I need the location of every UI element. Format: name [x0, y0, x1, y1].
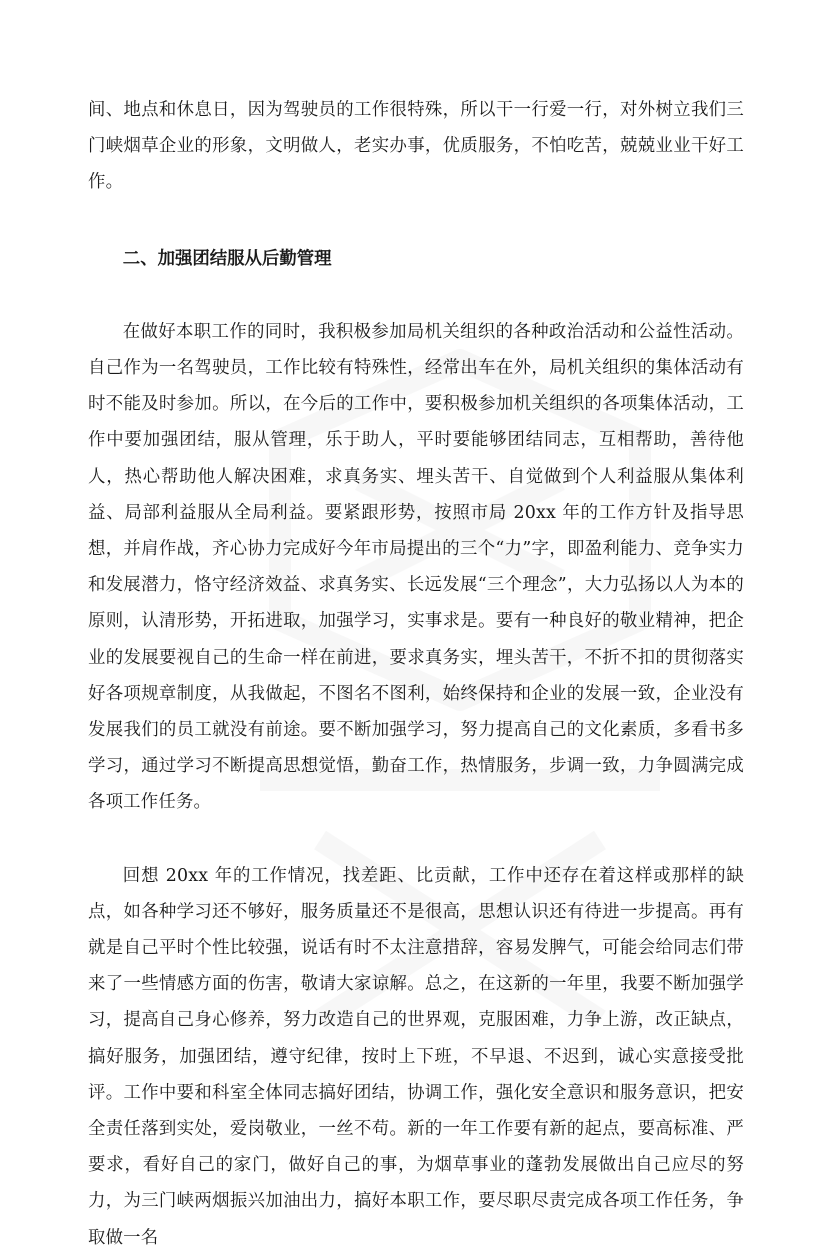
spacer [88, 277, 744, 314]
spacer [88, 821, 744, 858]
document-body [88, 92, 744, 1256]
body-paragraph-2: 回想 20xx 年的工作情况，找差距、比贡献，工作中还存在着这样或那样的缺点，如各种学习还不够好，服务质量还不是很高，思想认识还有待进一步提高。再有就是自己平时个性比较强，说话有时不太注意措辞，容易发脾气，可能会给同志们带来了一些情感方面的伤害，敬请大家谅解。总之，在这新的一年里，我要不断加强学习，提高自己身心修养，努力改造自己的世界观，克服困难，力争上游，改正缺点，搞好服务，加强团结，遵守纪律，按时上下班，不早退、不迟到，诚心实意接受批评。工作中要和科室全体同志搞好团结，协调工作，强化安全意识和服务意识，把安全责任落到实处，爱岗敬业，一丝不苟。新的一年工作要有新的起点，要高标准、严要求，看好自己的家门，做好自己的事，为烟草事业的蓬勃发展做出自己应尽的努力，为三门峡两烟振兴加油出力，搞好本职工作，要尽职尽责完成各项工作任务，争取做一名 [88, 865, 744, 1248]
spacer [88, 201, 744, 241]
section-heading: 二、加强团结服从后勤管理 [122, 248, 332, 269]
body-paragraph-1: 在做好本职工作的同时，我积极参加局机关组织的各种政治活动和公益性活动。自己作为一名驾驶员，工作比较有特殊性，经常出车在外，局机关组织的集体活动有时不能及时参加。所以，在今后的工作中，要积极参加机关组织的各项集体活动，工作中要加强团结，服从管理，乐于助人，平时要能够团结同志，互相帮助，善待他人，热心帮助他人解决困难，求真务实、埋头苦干、自觉做到个人利益服从集体利益、局部利益服从全局利益。要紧跟形势，按照市局 20xx 年的工作方针及指导思想，并肩作战，齐心协力完成好今年市局提出的三个“力”字，即盈利能力、竞争实力和发展潜力，恪守经济效益、求真务实、长远发展“三个理念”，大力弘扬以人为本的原则，认清形势，开拓进取，加强学习，实事求是。要有一种良好的敬业精神，把企业的发展要视自己的生命一样在前进，要求真务实，埋头苦干，不折不扣的贯彻落实好各项规章制度，从我做起，不图名不图利，始终保持和企业的发展一致，企业没有发展我们的员工就没有前途。要不断加强学习，努力提高自己的文化素质，多看书多学习，通过学习不断提高思想觉悟，勤奋工作，热情服务，步调一致，力争圆满完成各项工作任务。 [88, 321, 744, 813]
continuation-paragraph: 间、地点和休息日，因为驾驶员的工作很特殊，所以干一行爱一行，对外树立我们三门峡烟草企业的形象，文明做人，老实办事，优质服务，不怕吃苦，兢兢业业干好工作。 [88, 100, 744, 193]
